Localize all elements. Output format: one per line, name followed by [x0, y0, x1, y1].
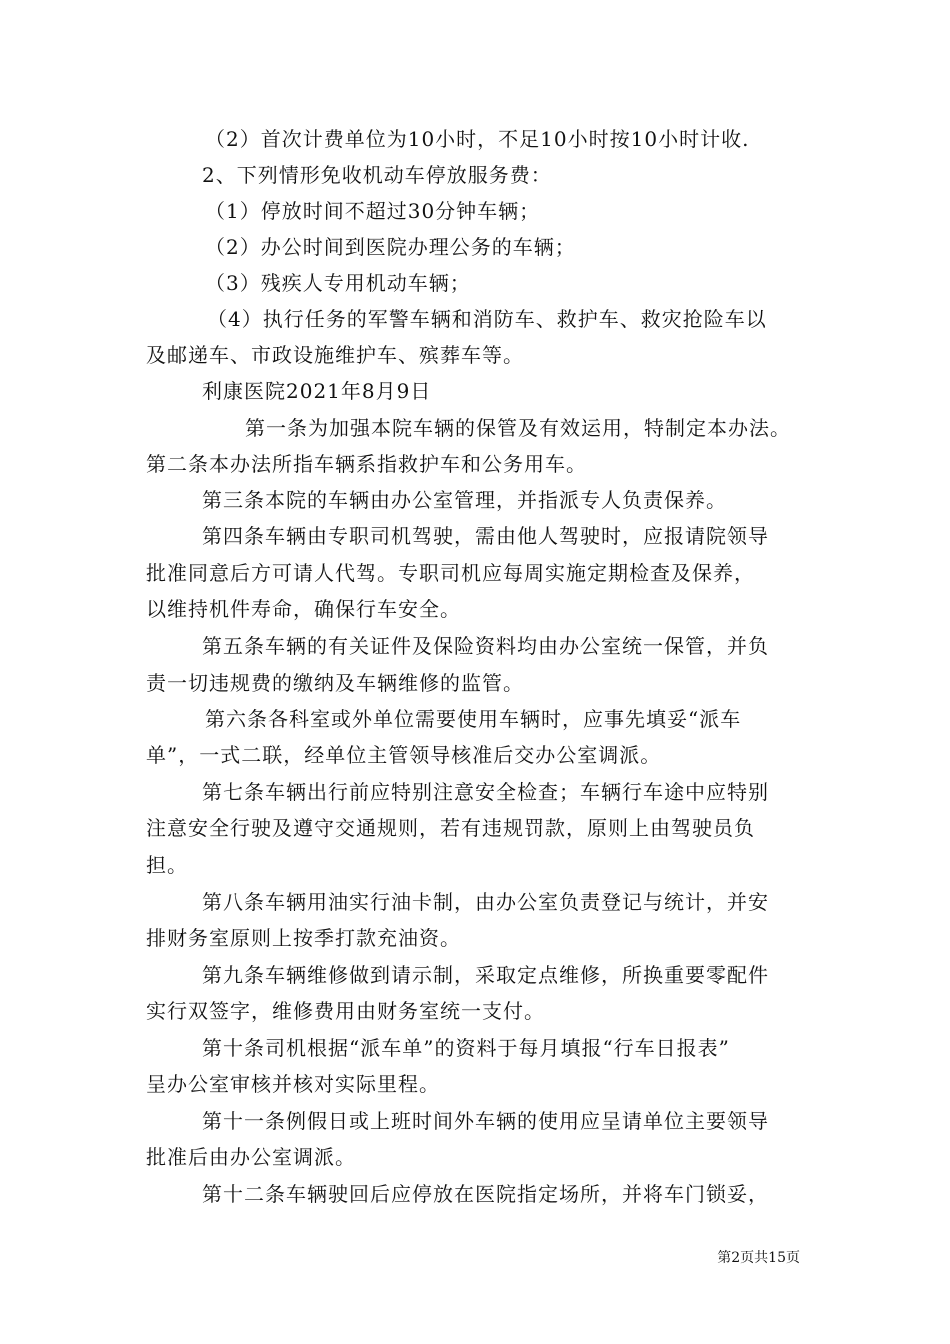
- text-line: 第十二条车辆驶回后应停放在医院指定场所，并将车门锁妥，: [202, 1182, 769, 1206]
- text-line: 呈办公室审核并核对实际里程。: [146, 1072, 440, 1096]
- text-line: （3）残疾人专用机动车辆；: [205, 271, 471, 295]
- text-line: 第六条各科室或外单位需要使用车辆时，应事先填妥“派车: [205, 707, 742, 731]
- text-line: （1）停放时间不超过30分钟车辆；: [205, 199, 541, 223]
- text-line: 实行双签字，维修费用由财务室统一支付。: [146, 999, 545, 1023]
- text-line: 担。: [146, 853, 188, 877]
- text-line: 第一条为加强本院车辆的保管及有效运用，特制定本办法。: [245, 416, 791, 440]
- text-line: 批准同意后方可请人代驾。专职司机应每周实施定期检查及保养，: [146, 561, 755, 585]
- text-line: 第二条本办法所指车辆系指救护车和公务用车。: [146, 452, 587, 476]
- text-line: （4）执行任务的军警车辆和消防车、救护车、救灾抢险车以: [207, 307, 767, 331]
- text-line: （2）办公时间到医院办理公务的车辆；: [205, 235, 576, 259]
- text-line: 排财务室原则上按季打款充油资。: [146, 926, 461, 950]
- text-line: 单”，一式二联，经单位主管领导核准后交办公室调派。: [146, 743, 662, 767]
- text-line: 以维持机件寿命，确保行车安全。: [146, 597, 461, 621]
- text-line: 责一切违规费的缴纳及车辆维修的监管。: [146, 671, 524, 695]
- text-line: （2）首次计费单位为10小时，不足10小时按10小时计收.: [205, 127, 750, 151]
- text-line: 利康医院2021年8月9日: [202, 379, 432, 403]
- text-line: 第三条本院的车辆由办公室管理，并指派专人负责保养。: [202, 488, 727, 512]
- text-line: 及邮递车、市政设施维护车、殡葬车等。: [146, 343, 524, 367]
- text-line: 第四条车辆由专职司机驾驶，需由他人驾驶时，应报请院领导: [202, 524, 769, 548]
- text-line: 注意安全行驶及遵守交通规则，若有违规罚款，原则上由驾驶员负: [146, 816, 755, 840]
- text-line: 第十条司机根据“派车单”的资料于每月填报“行车日报表”: [202, 1036, 730, 1060]
- text-line: 第十一条例假日或上班时间外车辆的使用应呈请单位主要领导: [202, 1109, 769, 1133]
- text-line: 批准后由办公室调派。: [146, 1145, 356, 1169]
- page-number: 第2页共15页: [717, 1250, 800, 1266]
- text-line: 第九条车辆维修做到请示制，采取定点维修，所换重要零配件: [202, 963, 769, 987]
- text-line: 第七条车辆出行前应特别注意安全检查；车辆行车途中应特别: [202, 780, 769, 804]
- text-line: 第八条车辆用油实行油卡制，由办公室负责登记与统计，并安: [202, 890, 769, 914]
- text-line: 第五条车辆的有关证件及保险资料均由办公室统一保管，并负: [202, 634, 769, 658]
- text-line: 2、下列情形免收机动车停放服务费：: [202, 163, 552, 187]
